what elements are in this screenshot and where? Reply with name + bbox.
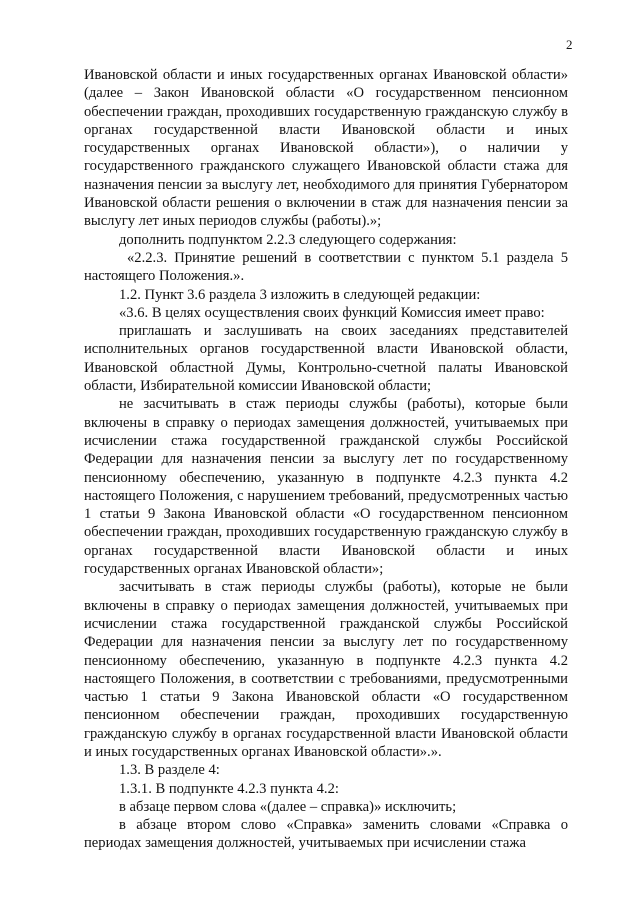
- page-number: 2: [566, 37, 573, 52]
- paragraph: 1.2. Пункт 3.6 раздела 3 изложить в следующей редакции:: [119, 286, 481, 303]
- paragraph: засчитывать в стаж периоды службы (работы), которые не были включены в справку о периодах замещения должностей, учитываемых при исчислении стажа государственной гражданской службы Российской Федерации для назначения пенсии за выслугу лет по государственному пенсионному обеспечению, указанную в подпункте 4.2.3 пункта 4.2 настоящего Положения, в соответствии с требованиями, предусмотренными частью 1 статьи 9 Закона Ивановской области «О государственном пенсионном обеспечении граждан, проходивших государственную гражданскую службу в органах государственной власти Ивановской области и иных государственных органах Ивановской области».».: [84, 579, 568, 760]
- paragraph: 1.3.1. В подпункте 4.2.3 пункта 4.2:: [119, 780, 339, 797]
- document-body: [84, 66, 568, 853]
- paragraph: дополнить подпунктом 2.2.3 следующего содержания:: [119, 231, 457, 248]
- paragraph: в абзаце втором слово «Справка» заменить словами «Справка о периодах замещения должностей, учитываемых при исчислении стажа: [84, 817, 568, 852]
- paragraph: «2.2.3. Принятие решений в соответствии с пунктом 5.1 раздела 5 настоящего Положения.».: [84, 249, 568, 285]
- paragraph: в абзаце первом слова «(далее – справка)» исключить;: [119, 798, 457, 815]
- paragraph: приглашать и заслушивать на своих заседаниях представителей исполнительных органов государственной власти Ивановской области, Ивановской областной Думы, Контрольно-счетной палаты Ивановской области, Избирательной комиссии Ивановской области;: [84, 323, 568, 395]
- paragraph: «3.6. В целях осуществления своих функций Комиссия имеет право:: [119, 304, 545, 321]
- paragraph: 1.3. В разделе 4:: [119, 762, 220, 779]
- paragraph: не засчитывать в стаж периоды службы (работы), которые были включены в справку о периодах замещения должностей, учитываемых при исчислении стажа государственной гражданской службы Российской Федерации для назначения пенсии за выслугу лет по государственному пенсионному обеспечению, указанную в подпункте 4.2.3 пункта 4.2 настоящего Положения, с нарушением требований, предусмотренных частью 1 статьи 9 Закона Ивановской области «О государственном пенсионном обеспечении граждан, проходивших государственную гражданскую службу в органах государственной власти Ивановской области и иных государственных органах Ивановской области»;: [84, 396, 568, 578]
- paragraph: Ивановской области и иных государственных органах Ивановской области» (далее – Закон Ивановской области «О государственном пенсионном обеспечении граждан, проходивших государственную гражданскую службу в органах государственной власти Ивановской области и иных государственных органах Ивановской области»), о наличии у государственного гражданского служащего Ивановской области стажа для назначения пенсии за выслугу лет, необходимого для принятия Губернатором Ивановской области решения о включении в стаж для назначения пенсии за выслугу лет иных периодов службы (работы).»;: [84, 67, 568, 230]
